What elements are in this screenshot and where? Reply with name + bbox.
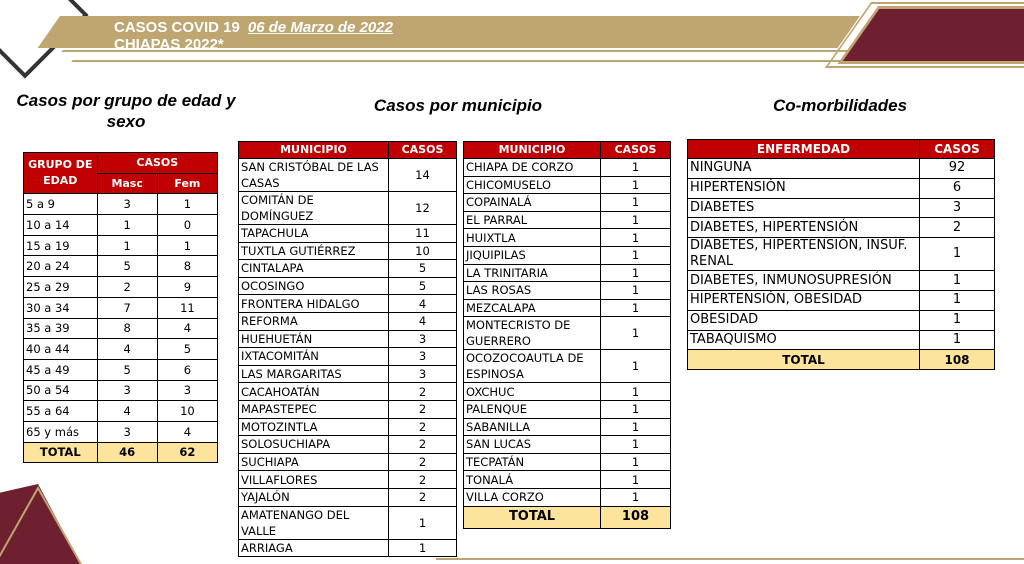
row-label: COMITÁN DE DOMÍNGUEZ <box>239 192 389 225</box>
row-value: 3 <box>920 198 995 218</box>
female-header: Fem <box>157 173 217 194</box>
table-row <box>464 176 671 194</box>
municipality-section-title: Casos por municipio <box>373 96 543 115</box>
row-label: ARRIAGA <box>239 539 389 557</box>
row-label: DIABETES, HIPERTENSIÓN <box>688 218 920 238</box>
row-label: DIABETES, HIPERTENSIÓN, INSUF. RENAL <box>688 238 920 271</box>
table-row <box>239 365 457 383</box>
header-title-text: CASOS COVID 19 <box>114 19 240 36</box>
row-value: 2 <box>389 453 457 471</box>
row-label: MEZCALAPA <box>464 299 601 317</box>
table-row <box>688 330 995 350</box>
row-value: 6 <box>920 178 995 198</box>
row-value: 1 <box>601 299 671 317</box>
row-label: NINGUNA <box>688 159 920 179</box>
row-value: 4 <box>157 421 217 442</box>
row-label: TAPACHULA <box>239 225 389 243</box>
row-value: 14 <box>389 159 457 192</box>
table-row <box>24 359 218 380</box>
row-label: 35 a 39 <box>24 318 98 339</box>
table-row <box>24 339 218 360</box>
row-label: 30 a 34 <box>24 297 98 318</box>
row-value: 1 <box>601 383 671 401</box>
row-label: LAS ROSAS <box>464 282 601 300</box>
table-row <box>24 235 218 256</box>
table-row <box>688 290 995 310</box>
table-row <box>239 471 457 489</box>
municipality-total-value: 108 <box>601 506 671 528</box>
row-value: 1 <box>920 290 995 310</box>
table-row <box>24 277 218 298</box>
row-value: 3 <box>97 194 157 215</box>
row-value: 2 <box>389 400 457 418</box>
table-row <box>464 453 671 471</box>
row-label: TECPATÁN <box>464 453 601 471</box>
row-value: 4 <box>389 295 457 313</box>
age-sex-table <box>23 152 218 463</box>
table-row <box>24 215 218 236</box>
row-value: 1 <box>920 271 995 291</box>
row-value: 3 <box>157 380 217 401</box>
row-label: HIPERTENSIÓN <box>688 178 920 198</box>
footer-rule <box>436 558 1024 560</box>
row-value: 1 <box>157 194 217 215</box>
row-value: 3 <box>389 348 457 366</box>
row-label: DIABETES <box>688 198 920 218</box>
row-label: 55 a 64 <box>24 401 98 422</box>
row-value: 3 <box>389 330 457 348</box>
row-label: 5 a 9 <box>24 194 98 215</box>
table-row <box>464 264 671 282</box>
row-label: 10 a 14 <box>24 215 98 236</box>
comorbidity-total-label: TOTAL <box>688 350 920 370</box>
row-value: 11 <box>389 225 457 243</box>
row-label: COPAINALÁ <box>464 194 601 212</box>
row-value: 1 <box>97 215 157 236</box>
table-row <box>688 198 995 218</box>
row-value: 5 <box>157 339 217 360</box>
municipality-total-label: TOTAL <box>464 506 601 528</box>
comorbidity-section-title: Co-morbilidades <box>772 96 908 115</box>
row-value: 1 <box>389 539 457 557</box>
row-label: 15 a 19 <box>24 235 98 256</box>
row-label: YAJALÓN <box>239 488 389 506</box>
row-value: 2 <box>389 471 457 489</box>
row-label: CHICOMUSELO <box>464 176 601 194</box>
municipality-table-1 <box>238 141 457 557</box>
row-label: JIQUIPILAS <box>464 246 601 264</box>
row-value: 1 <box>601 471 671 489</box>
table-row <box>464 488 671 506</box>
header-title <box>114 19 393 53</box>
row-label: 65 y más <box>24 421 98 442</box>
row-label: HUEHUETÁN <box>239 330 389 348</box>
row-value: 1 <box>920 330 995 350</box>
row-value: 1 <box>601 264 671 282</box>
cases-header: CASOS <box>97 153 217 174</box>
row-value: 2 <box>389 418 457 436</box>
row-label: FRONTERA HIDALGO <box>239 295 389 313</box>
municipality-table-1-body <box>239 159 457 557</box>
municipality-table-2 <box>463 141 671 529</box>
row-value: 3 <box>389 365 457 383</box>
row-value: 2 <box>389 488 457 506</box>
row-value: 1 <box>601 229 671 247</box>
table-row <box>688 238 995 271</box>
row-value: 1 <box>601 418 671 436</box>
row-value: 1 <box>601 453 671 471</box>
row-label: 25 a 29 <box>24 277 98 298</box>
row-label: SAN LUCAS <box>464 436 601 454</box>
row-label: MAPASTEPEC <box>239 400 389 418</box>
table-row <box>464 282 671 300</box>
table-row <box>239 225 457 243</box>
table-row <box>688 218 995 238</box>
age-total-row <box>24 442 218 463</box>
table-row <box>239 383 457 401</box>
cases-header: CASOS <box>389 142 457 159</box>
row-value: 1 <box>601 246 671 264</box>
row-label: TUXTLA GUTIÉRREZ <box>239 242 389 260</box>
table-row <box>464 383 671 401</box>
row-label: PALENQUE <box>464 400 601 418</box>
table-row <box>239 488 457 506</box>
row-value: 10 <box>389 242 457 260</box>
table-row <box>24 194 218 215</box>
row-value: 4 <box>157 318 217 339</box>
row-value: 1 <box>157 235 217 256</box>
table-row <box>464 229 671 247</box>
age-total-female: 62 <box>157 442 217 463</box>
table-row <box>464 418 671 436</box>
row-label: CINTALAPA <box>239 260 389 278</box>
table-row <box>464 471 671 489</box>
row-value: 1 <box>601 317 671 350</box>
row-label: OCOZOCOAUTLA DE ESPINOSA <box>464 350 601 383</box>
row-value: 8 <box>97 318 157 339</box>
table-row <box>688 159 995 179</box>
row-label: OXCHUC <box>464 383 601 401</box>
row-value: 1 <box>601 211 671 229</box>
row-value: 5 <box>389 260 457 278</box>
table-row <box>239 506 457 539</box>
row-value: 2 <box>389 436 457 454</box>
comorbidity-table <box>687 139 995 370</box>
row-value: 1 <box>920 238 995 271</box>
row-label: VILLAFLORES <box>239 471 389 489</box>
row-value: 10 <box>157 401 217 422</box>
row-label: SOLOSUCHIAPA <box>239 436 389 454</box>
table-row <box>24 318 218 339</box>
row-value: 1 <box>601 350 671 383</box>
row-label: EL PARRAL <box>464 211 601 229</box>
row-label: 40 a 44 <box>24 339 98 360</box>
row-value: 4 <box>97 401 157 422</box>
table-row <box>239 453 457 471</box>
row-value: 1 <box>601 282 671 300</box>
corner-decoration-bottom-left <box>0 484 84 564</box>
row-label: SUCHIAPA <box>239 453 389 471</box>
table-row <box>464 246 671 264</box>
row-value: 2 <box>389 383 457 401</box>
table-row <box>464 436 671 454</box>
row-label: 45 a 49 <box>24 359 98 380</box>
row-value: 1 <box>601 436 671 454</box>
cases-header: CASOS <box>601 142 671 159</box>
row-label: 20 a 24 <box>24 256 98 277</box>
table-row <box>239 242 457 260</box>
table-row <box>464 400 671 418</box>
comorbidity-total-value: 108 <box>920 350 995 370</box>
table-row <box>239 277 457 295</box>
table-row <box>464 194 671 212</box>
table-row <box>24 297 218 318</box>
row-value: 5 <box>97 256 157 277</box>
row-value: 92 <box>920 159 995 179</box>
table-row <box>239 312 457 330</box>
row-label: DIABETES, INMUNOSUPRESIÓN <box>688 271 920 291</box>
table-row <box>239 295 457 313</box>
row-value: 1 <box>601 488 671 506</box>
row-label: CHIAPA DE CORZO <box>464 159 601 177</box>
municipality-header: MUNICIPIO <box>239 142 389 159</box>
table-row <box>239 192 457 225</box>
row-label: REFORMA <box>239 312 389 330</box>
header-rule-2 <box>71 60 872 62</box>
row-value: 3 <box>97 421 157 442</box>
disease-header: ENFERMEDAD <box>688 140 920 159</box>
row-value: 12 <box>389 192 457 225</box>
header-date: 06 de Marzo de 2022 <box>247 19 393 36</box>
table-row <box>239 159 457 192</box>
row-label: IXTACOMITÁN <box>239 348 389 366</box>
row-label: SAN CRISTÓBAL DE LAS CASAS <box>239 159 389 192</box>
row-value: 1 <box>601 176 671 194</box>
row-value: 1 <box>601 194 671 212</box>
row-label: TONALÁ <box>464 471 601 489</box>
age-total-label: TOTAL <box>24 442 98 463</box>
row-value: 0 <box>157 215 217 236</box>
row-label: CACAHOATÁN <box>239 383 389 401</box>
row-value: 4 <box>389 312 457 330</box>
row-value: 4 <box>97 339 157 360</box>
table-row <box>688 310 995 330</box>
age-group-header: GRUPO DE EDAD <box>24 153 98 194</box>
row-label: SABANILLA <box>464 418 601 436</box>
row-value: 1 <box>601 159 671 177</box>
municipality-header: MUNICIPIO <box>464 142 601 159</box>
table-row <box>24 380 218 401</box>
row-label: LAS MARGARITAS <box>239 365 389 383</box>
row-label: TABAQUISMO <box>688 330 920 350</box>
row-value: 5 <box>389 277 457 295</box>
row-value: 1 <box>389 506 457 539</box>
row-value: 1 <box>920 310 995 330</box>
comorbidity-total-row <box>688 350 995 370</box>
row-label: HIPERTENSIÓN, OBESIDAD <box>688 290 920 310</box>
row-label: VILLA CORZO <box>464 488 601 506</box>
table-row <box>239 436 457 454</box>
row-label: OCOSINGO <box>239 277 389 295</box>
row-value: 7 <box>97 297 157 318</box>
table-row <box>464 317 671 350</box>
table-row <box>24 401 218 422</box>
row-label: MONTECRISTO DE GUERRERO <box>464 317 601 350</box>
row-value: 5 <box>97 359 157 380</box>
age-table-body <box>24 194 218 442</box>
row-value: 1 <box>97 235 157 256</box>
row-label: LA TRINITARIA <box>464 264 601 282</box>
table-row <box>239 330 457 348</box>
municipality-table-2-body <box>464 159 671 507</box>
row-value: 9 <box>157 277 217 298</box>
table-row <box>239 400 457 418</box>
row-label: OBESIDAD <box>688 310 920 330</box>
row-label: AMATENANGO DEL VALLE <box>239 506 389 539</box>
cases-header: CASOS <box>920 140 995 159</box>
row-label: 50 a 54 <box>24 380 98 401</box>
row-value: 8 <box>157 256 217 277</box>
table-row <box>464 350 671 383</box>
row-value: 2 <box>97 277 157 298</box>
table-row <box>688 178 995 198</box>
row-label: MOTOZINTLA <box>239 418 389 436</box>
comorbidity-table-body <box>688 159 995 350</box>
table-row <box>239 260 457 278</box>
row-label: HUIXTLA <box>464 229 601 247</box>
table-row <box>464 299 671 317</box>
male-header: Masc <box>97 173 157 194</box>
header-subtitle: CHIAPAS 2022* <box>114 36 224 53</box>
table-row <box>239 348 457 366</box>
row-value: 2 <box>920 218 995 238</box>
row-value: 11 <box>157 297 217 318</box>
table-row <box>464 159 671 177</box>
table-row <box>24 256 218 277</box>
table-row <box>688 271 995 291</box>
row-value: 3 <box>97 380 157 401</box>
table-row <box>239 418 457 436</box>
age-total-male: 46 <box>97 442 157 463</box>
table-row <box>24 421 218 442</box>
table-row <box>464 211 671 229</box>
row-value: 1 <box>601 400 671 418</box>
age-section-title: Casos por grupo de edad y sexo <box>16 91 236 131</box>
municipality-total-row <box>464 506 671 528</box>
table-row <box>239 539 457 557</box>
row-value: 6 <box>157 359 217 380</box>
